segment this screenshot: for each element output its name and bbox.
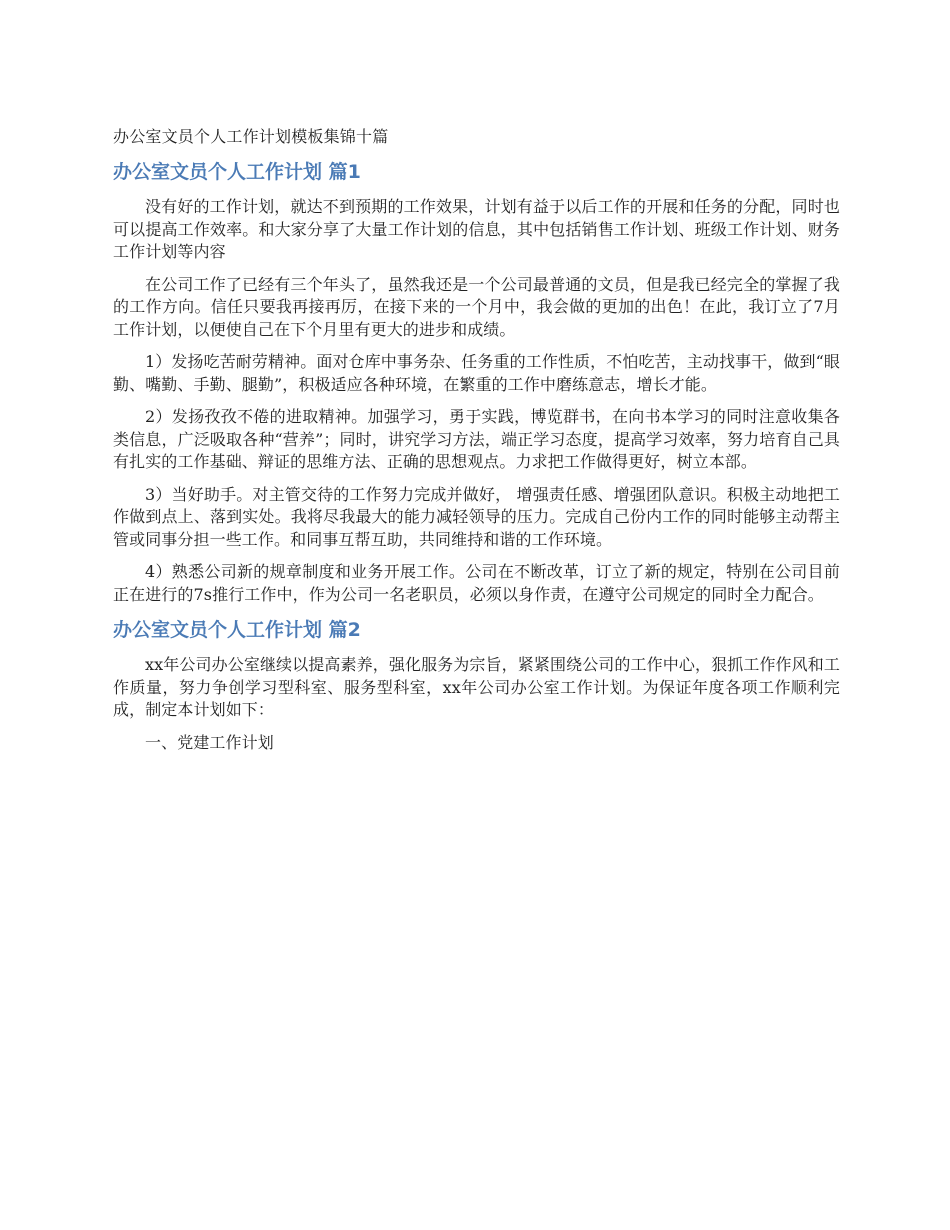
paragraph: 没有好的工作计划，就达不到预期的工作效果，计划有益于以后工作的开展和任务的分配，同时也可以提高工作效率。和大家分享了大量工作计划的信息，其中包括销售工作计划、班级工作计划、财务工作计划等内容 (113, 197, 840, 261)
paragraph: xx年公司办公室继续以提高素养，强化服务为宗旨，紧紧围绕公司的工作中心，狠抓工作作风和工作质量，努力争创学习型科室、服务型科室，xx年公司办公室工作计划。为保证年度各项工作顺利完成，制定本计划如下： (113, 655, 840, 719)
paragraph: 1）发扬吃苦耐劳精神。面对仓库中事务杂、任务重的工作性质，不怕吃苦，主动找事干，做到“眼勤、嘴勤、手勤、腿勤”，积极适应各种环境，在繁重的工作中磨练意志，增长才能。 (113, 352, 840, 394)
section-heading: 办公室文员个人工作计划 篇1 (113, 161, 361, 183)
paragraph: 一、党建工作计划 (145, 732, 274, 752)
section-2 (113, 616, 840, 754)
paragraph: 在公司工作了已经有三个年头了，虽然我还是一个公司最普通的文员，但是我已经完全的掌握了我的工作方向。信任只要我再接再厉，在接下来的一个月中，我会做的更加的出色！在此，我订立了7月工作计划，以便使自己在下个月里有更大的进步和成绩。 (113, 274, 840, 339)
paragraph: 3）当好助手。对主管交待的工作努力完成并做好， 增强责任感、增强团队意识。积极主动地把工作做到点上、落到实处。我将尽我最大的能力减轻领导的压力。完成自己份内工作的同时能够主动帮主管或同事分担一些工作。和同事互帮互助，共同维持和谐的工作环境。 (113, 484, 840, 549)
section-1 (113, 158, 840, 606)
section-heading: 办公室文员个人工作计划 篇2 (113, 619, 361, 641)
document-page (113, 124, 840, 764)
document-title: 办公室文员个人工作计划模板集锦十篇 (113, 127, 389, 146)
paragraph: 4）熟悉公司新的规章制度和业务开展工作。公司在不断改革，订立了新的规定，特别在公司目前正在进行的7s推行工作中，作为公司一名老职员，必须以身作责，在遵守公司规定的同时全力配合。 (113, 562, 840, 604)
paragraph: 2）发扬孜孜不倦的进取精神。加强学习，勇于实践，博览群书，在向书本学习的同时注意收集各类信息，广泛吸取各种“营养”；同时，讲究学习方法，端正学习态度，提高学习效率，努力培育自己具有扎实的工作基础、辩证的思维方法、正确的思想观点。力求把工作做得更好，树立本部。 (113, 407, 840, 471)
